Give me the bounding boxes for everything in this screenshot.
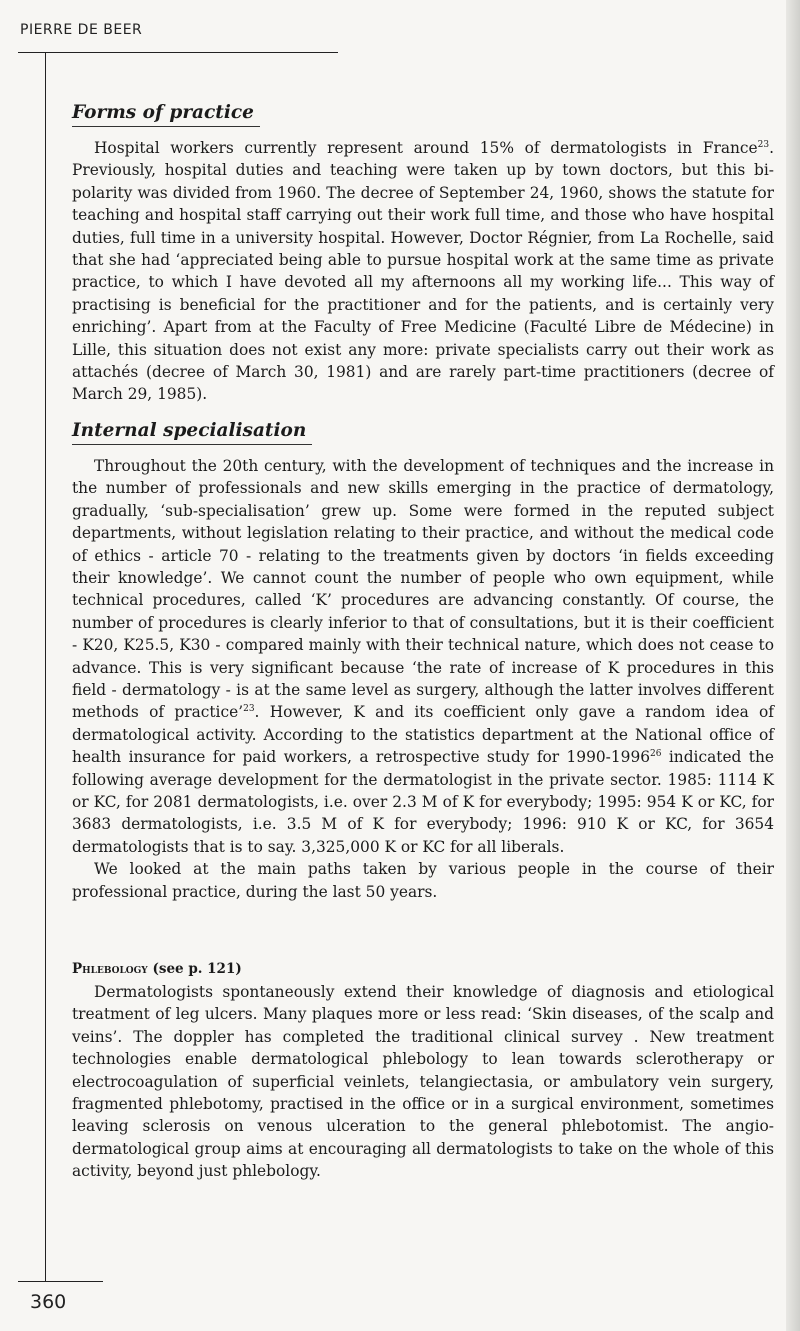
footnote-ref: 26 [650, 749, 662, 760]
paragraph-internal-specialisation [72, 455, 774, 858]
footnote-ref: 23 [243, 704, 255, 715]
footnote-ref: 23 [757, 139, 770, 150]
heading-page-ref: (see p. 121) [152, 961, 242, 977]
text-run: Hospital workers currently represent around 15% of dermatologists in France [94, 139, 758, 157]
section-title-internal-specialisation: Internal specialisation [72, 418, 312, 445]
section-title-phlebology [72, 959, 774, 979]
text-run: Throughout the 20th century, with the development of techniques and the increase in the number of professionals and new skills emerging in the practice of dermatology, gradually, ‘sub-specialisation’ grew up. Some were formed in the reputed subject departments, without legislation relating to their practice, and without the medical code of ethics - article 70 - relating to the treatments given by doctors ‘in fields exceeding their knowledge’. We cannot count the number of people who own equipment, while technical procedures, called ‘K’ procedures are advancing constantly. Of course, the number of procedures is clearly inferior to that of consultations, but it is their coefficient - K20, K25.5, K30 - compared mainly with their technical nature, which does not cease to advance. This is very significant because ‘the rate of increase of K procedures in this field - dermatology - is at the same level as surgery, although the latter involves different methods of practice’ [72, 456, 774, 722]
header-rule [18, 52, 338, 53]
page-number: 360 [30, 1291, 67, 1313]
page-body [72, 100, 774, 1183]
text-run: . Previously, hospital duties and teaching were taken up by town doctors, but this bi-polarity was divided from 1960. The decree of September 24, 1960, shows the statute for teaching and hospital staff carrying out their work full time, and those who have hospital duties, full time in a university hospital. However, Doctor Régnier, from La Rochelle, said that she had ‘appreciated being able to pursue hospital work at the same time as private practice, to which I have devoted all my afternoons all my working life... This way of practising is beneficial for the practitioner and for the patients, and is certainly very enriching’. Apart from at the Faculty of Free Medicine (Faculté Libre de Médecine) in Lille, this situation does not exist any more: private specialists carry out their work as attachés (decree of March 30, 1981) and are rarely part-time practitioners (decree of March 29, 1985). [72, 139, 774, 404]
page-edge-shadow [786, 0, 800, 1331]
text-run: . However, K and its coefficient only gave a random idea of dermatological activity. According to the statistics department at the National office of health insurance for paid workers, a retrospective study for 1990-1996 [72, 703, 774, 767]
margin-rule [45, 53, 46, 1281]
section-title-forms-of-practice: Forms of practice [72, 100, 260, 127]
footer-rule [18, 1281, 103, 1282]
text-run: indicated the following average development for the dermatologist in the private sector. 1985: 1114 K or KC, for 2081 dermatologists, i.e. over 2.3 M of K for everybody; 1995: 954 K or KC, for 3683 dermatologists, i.e. 3.5 M of K for everybody; 1996: 910 K or KC, for 3654 dermatologists that is to say. 3,325,000 K or KC for all liberals. [72, 748, 774, 856]
paragraph-forms-of-practice [72, 137, 774, 406]
running-head: PIERRE DE BEER [20, 22, 143, 38]
paragraph-phlebology: Dermatologists spontaneously extend their knowledge of diagnosis and etiological treatment of leg ulcers. Many plaques more or less read: ‘Skin diseases, of the scalp and veins’. The doppler has completed the traditional clinical survey . New treatment technologies enable dermatological phlebology to lean towards sclerotherapy or electrocoagulation of superficial veinlets, telangiectasia, or ambulatory vein surgery, fragmented phlebotomy, practised in the office or in a surgical environment, sometimes leaving sclerosis on venous ulceration to the general phlebotomist. The angio-dermatological group aims at encouraging all dermatologists to take on the whole of this activity, beyond just phlebology. [72, 983, 774, 1181]
paragraph-main-paths: We looked at the main paths taken by various people in the course of their professional practice, during the last 50 years. [72, 860, 774, 901]
heading-text: Phlebology [72, 961, 148, 977]
